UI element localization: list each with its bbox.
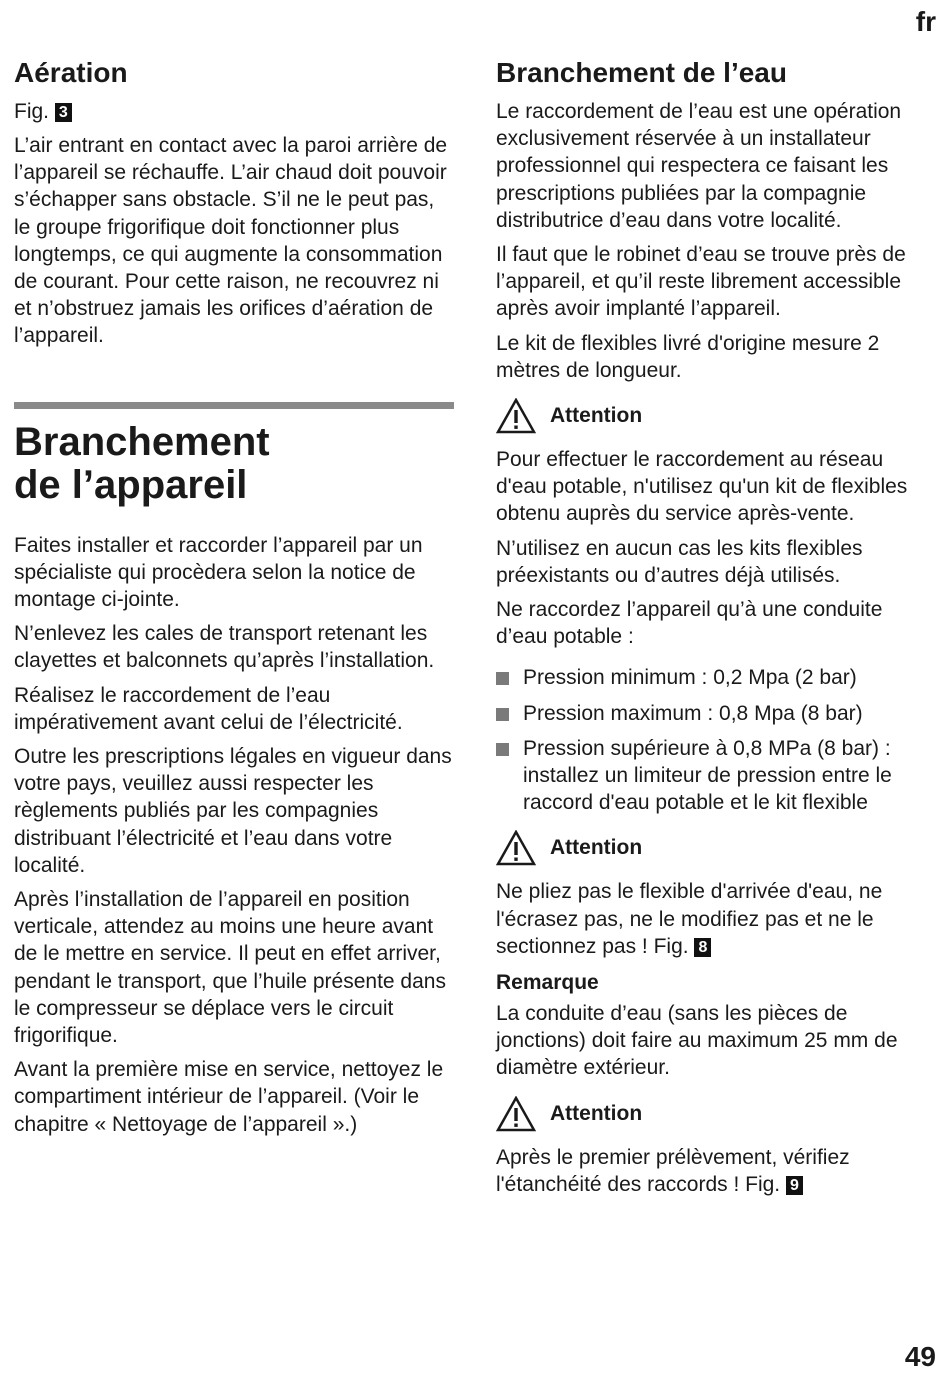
aeration-text: L’air entrant en contact avec la paroi arrière de l’appareil se réchauffe. L’air chaud doit pouvoir s’échapper sans obstacle. S’il ne le peut pas, le groupe frigorifique doit fonctionner plus longtemps, ce qui augmente la consommation de courant. Pour cette raison, ne recouvrez ni et n’obstruez jamais les orifices d’aération de l’appareil.: [14, 134, 448, 348]
bullet-square-icon: [496, 708, 509, 721]
paragraph: Ne raccordez l’appareil qu’à une conduite d’eau potable :: [496, 598, 883, 649]
attention-block: [496, 830, 936, 866]
list-item-text: Pression maximum : 0,8 Mpa (8 bar): [523, 701, 863, 725]
paragraph: N’utilisez en aucun cas les kits flexibles préexistants ou d’autres déjà utilisés.: [496, 536, 863, 587]
list-item-text: Pression supérieure à 0,8 MPa (8 bar) : installez un limiteur de pression entre le raccord d'eau potable et le kit flexible: [523, 736, 892, 815]
paragraph: Il faut que le robinet d’eau se trouve près de l’appareil, et qu’il reste librement accessible après avoir implanté l’appareil.: [496, 243, 906, 321]
list-item: [496, 664, 936, 691]
attention-label: Attention: [550, 1101, 643, 1125]
list-item: [496, 700, 936, 727]
fig-prefix: Fig.: [14, 100, 50, 123]
paragraph: [496, 878, 936, 960]
warning-icon: [496, 830, 536, 866]
attention-block: [496, 398, 936, 434]
language-indicator: fr: [915, 6, 936, 37]
pressure-list: [496, 664, 936, 816]
left-column: [14, 56, 454, 1145]
figure-number-badge: 9: [786, 1176, 803, 1195]
bullet-square-icon: [496, 672, 509, 685]
section-divider: [14, 402, 454, 409]
branchement-appareil-heading: [14, 421, 454, 507]
paragraph: [496, 1144, 936, 1198]
paragraph: Le kit de flexibles livré d'origine mesure 2 mètres de longueur.: [496, 331, 880, 382]
paragraph: Outre les prescriptions légales en vigueur dans votre pays, veuillez aussi respecter les règlements publiés par les compagnies distribuant l’électricité et l’eau dans votre localité.: [14, 745, 452, 877]
attention-text: Ne pliez pas le flexible d'arrivée d'eau, ne l'écrasez pas, ne le modifiez pas et ne le sectionnez pas ! Fig.: [496, 880, 883, 958]
list-item-text: Pression minimum : 0,2 Mpa (2 bar): [523, 666, 857, 690]
bullet-square-icon: [496, 743, 509, 756]
heading-line-2: de l’appareil: [14, 462, 248, 507]
paragraph: Pour effectuer le raccordement au réseau d'eau potable, n'utilisez qu'un kit de flexibles obtenu auprès du service après-vente.: [496, 448, 908, 526]
branchement-eau-heading: Branchement de l’eau: [496, 57, 787, 88]
figure-number-badge: 3: [55, 103, 72, 122]
attention-label: Attention: [550, 404, 643, 428]
remark-heading: Remarque: [496, 971, 599, 995]
attention-label: Attention: [550, 836, 643, 860]
paragraph: Réalisez le raccordement de l’eau impérativement avant celui de l’électricité.: [14, 683, 403, 734]
attention-text: Après le premier prélèvement, vérifiez l'étanchéité des raccords ! Fig.: [496, 1145, 850, 1196]
figure-number-badge: 8: [694, 938, 711, 957]
remark-text: La conduite d’eau (sans les pièces de jonctions) doit faire au maximum 25 mm de diamètre extérieur.: [496, 1002, 898, 1080]
aeration-fig-ref: [14, 98, 454, 125]
list-item: [496, 735, 936, 817]
page-number: 49: [904, 1341, 936, 1372]
right-column: [496, 56, 936, 1205]
paragraph: Avant la première mise en service, nettoyez le compartiment intérieur de l’appareil. (Voir le chapitre « Nettoyage de l’appareil ».): [14, 1058, 444, 1136]
attention-block: [496, 1096, 936, 1132]
paragraph: N’enlevez les cales de transport retenant les clayettes et balconnets qu’après l’installation.: [14, 622, 435, 673]
warning-icon: [496, 1096, 536, 1132]
paragraph: Faites installer et raccorder l’appareil par un spécialiste qui procèdera selon la notice de montage ci-jointe.: [14, 533, 423, 612]
warning-icon: [496, 398, 536, 434]
paragraph: Après l’installation de l’appareil en position verticale, attendez au moins une heure avant de le mettre en service. Il peut en effet arriver, pendant le transport, que l’huile présente dans le compresseur se déplace vers le circuit frigorifique.: [14, 888, 446, 1048]
aeration-heading: Aération: [14, 57, 128, 88]
paragraph: Le raccordement de l’eau est une opération exclusivement réservée à un installateur professionnel qui respectera ce faisant les prescriptions publiées par la compagnie distributrice d’eau dans votre localité.: [496, 100, 902, 232]
heading-line-1: Branchement: [14, 419, 270, 464]
